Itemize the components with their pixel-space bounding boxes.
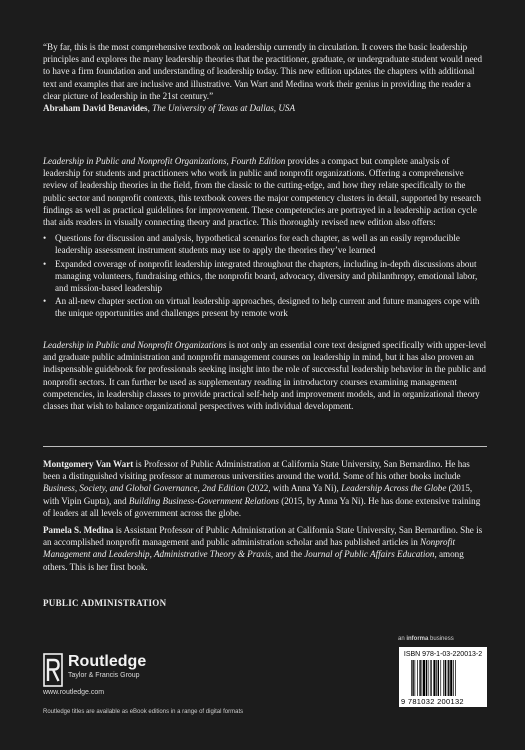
journal-reference: Nonprofit Management and Leadership, Administrative Theory & Praxis [43,537,456,560]
subject-category: PUBLIC ADMINISTRATION [43,598,167,608]
list-item: • Questions for discussion and analysis, hypothetical scenarios for each chapter, as well as an easily reproducible leadership assessment instrument students may use to apply the theories they’ve learned [43,232,487,256]
book-title: Leadership in Public and Nonprofit Organizations, Fourth Edition [43,156,286,166]
publisher-name: Routledge [68,653,147,670]
quote-affiliation: The University of Texas at Dallas, USA [152,103,296,114]
author-name-2: Pamela S. Medina [43,525,114,535]
informa-brand: informa [406,636,429,642]
description-text: provides a compact but complete analysis of leadership for students and practitioners who work in public and nonprofit organizations. Offering a comprehensive review of leadership theories in the field, from the classic to the cutting-edge, and how they relate specifically to the public sector and nonprofit contexts, this textbook covers the major competency clusters in detail, supported by research findings as well as practical guidelines for improvement. These competencies are portrayed in a leadership action cycle that aids readers in visually connecting theory and practice. This thoroughly revised new edition also offers: [43,156,481,228]
informa-suffix: business [428,636,454,642]
barcode-icon [411,660,481,696]
barcode-panel [399,647,487,707]
publisher-url[interactable]: www.routledge.com [43,689,105,696]
bio-text: , among others. This is her first book. [43,549,464,572]
list-item: • An all-new chapter section on virtual leadership approaches, designed to help current and future managers cope with the unique opportunities and challenges present by remote work [43,295,487,319]
quote-text: “By far, this is the most comprehensive textbook on leadership currently in circulation. It covers the basic leadership principles and explores the many leadership theories that the practitioner, graduate, or undergraduate student would need to have a firm foundation and understanding of leadership today. This new edition updates the chapters with additional text and examples that are inclusive and illustrative. Van Wart and Medina work their genius in providing the reader a clear picture of leadership in the 21st century.” [43,42,483,101]
quote-attribution: Abraham David Benavides, The University of Texas at Dallas, USA [43,103,296,114]
bio-text: (2022, with Anna Ya Ni), [244,483,342,494]
bio-text: (2015, with Vipin Gupta), and [43,483,473,506]
barcode-digits: 9 781032 200132 [401,697,464,706]
ebook-footer-note: Routledge titles are available as eBook editions in a range of digital formats [43,709,244,715]
book-reference: Business, Society, and Global Governance, 2nd Edition [43,483,245,494]
publisher-block [43,653,183,697]
author-bio-2-text [43,524,487,573]
description-paragraph-2 [43,339,487,412]
book-title-2: Leadership in Public and Nonprofit Organizations [43,340,227,350]
endorsement-quote [43,41,487,114]
description-text-2: is not only an essential core text designed specifically with upper-level and graduate public administration and nonprofit management courses on leadership in mind, but it has also proven an indispensable guidebook for professionals seeking insight into the role of successful leadership behavior in the public and nonprofit sectors. It can further be used as supplementary reading in introductory courses examining management competencies, in leadership classes to provide practical self-help and improvement models, and in organizational theory classes that wish to balance organizational perspectives with individual development. [43,340,487,412]
journal-reference: Journal of Public Affairs Education [304,549,435,560]
book-reference: Building Business-Government Relations [128,495,279,506]
bio-text: , and the [270,549,305,560]
bio-text: is Assistant Professor of Public Administration at California State University, San Bernardino. She is an accomplished nonprofit management and public administration scholar and has published articles in [43,525,483,548]
routledge-logo-icon [43,653,63,687]
quote-author: Abraham David Benavides [43,103,148,114]
description-paragraph [43,155,487,228]
author-bio-2 [43,524,487,573]
informa-prefix: an [398,636,407,642]
book-description-2 [43,339,487,412]
bio-text: is Professor of Public Administration at California State University, San Bernardino. He has been a distinguished visiting professor at numerous universities around the world. Some of his other books include [43,459,470,482]
divider-line [43,446,487,447]
isbn-label: ISBN 978-1-03-220013-2 [403,651,483,658]
publisher-subtitle: Taylor & Francis Group [68,672,140,679]
feature-list [43,232,487,319]
book-description [43,155,487,321]
book-reference: Leadership Across the Globe [341,483,447,494]
bio-text: (2015, by Anna Ya Ni). He has done extensive training of leaders at all levels of government across the globe. [43,495,481,518]
author-name-1: Montgomery Van Wart [43,459,134,469]
author-bio-1 [43,458,487,519]
author-bio-1-text [43,458,487,519]
list-item: • Expanded coverage of nonprofit leadership integrated throughout the chapters, including in-depth discussions about managing volunteers, fundraising ethics, the nonprofit board, advocacy, diversity and philanthropy, emotional labor, and mission-based leadership [43,258,487,295]
informa-business-label [398,636,454,642]
